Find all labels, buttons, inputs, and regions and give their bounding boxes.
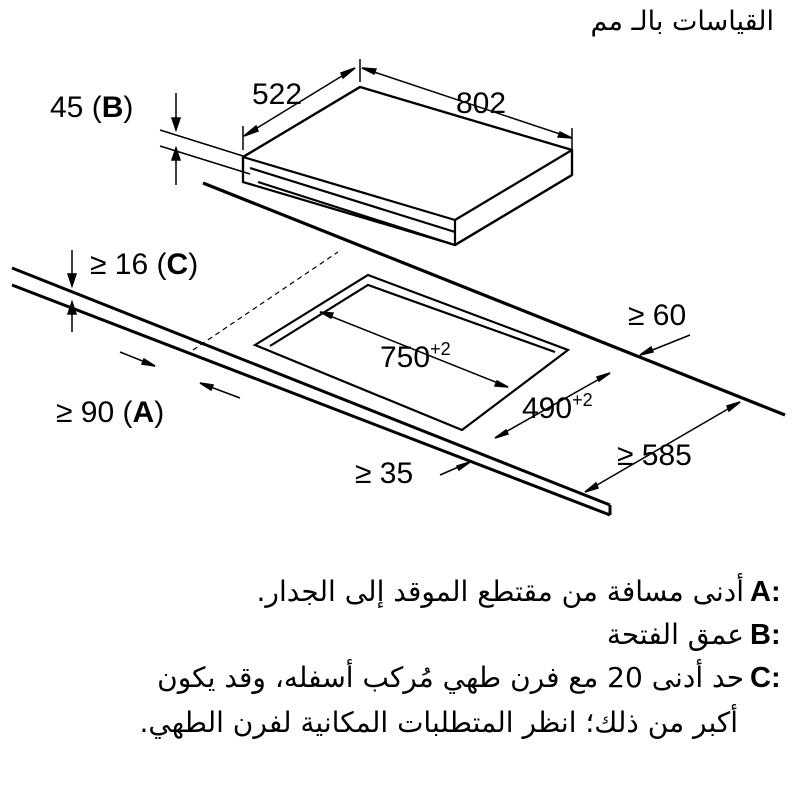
min-wall-label: ≥ 90 (A)	[56, 396, 165, 429]
legend-item-b	[40, 618, 781, 651]
legend-text-b: عمق الفتحة	[606, 618, 744, 651]
legend	[40, 575, 781, 739]
legend-text-c-continuation: أكبر من ذلك؛ انظر المتطلبات المكانية لفرن الطهي.	[139, 706, 738, 739]
page-title: القياسات بالـ مم	[590, 6, 774, 37]
legend-item-c	[40, 661, 781, 694]
hob-depth-label: 522	[252, 78, 303, 111]
cutout-depth-label: $490^{+2}$	[522, 390, 593, 425]
thickness-label: 45 (B)	[50, 91, 134, 124]
legend-item-a	[40, 575, 781, 608]
alignment-dashed-line	[193, 252, 338, 350]
legend-text-a: أدنى مسافة من مقتطع الموقد إلى الجدار.	[256, 575, 744, 608]
min-depth-label: ≥ 585	[617, 439, 692, 472]
min-right-label: ≥ 60	[628, 299, 687, 332]
legend-key-b: B:	[750, 619, 781, 651]
worktop-front	[12, 268, 610, 515]
cutout-width-label: $750^{+2}$	[380, 339, 451, 374]
min-worktop-label: ≥ 16 (C)	[90, 248, 199, 281]
hob-width-label: 802	[456, 87, 507, 120]
legend-key-a: A:	[750, 576, 781, 608]
legend-key-c: C:	[750, 662, 781, 694]
min-front-label: ≥ 35	[355, 457, 414, 490]
legend-text-c: حد أدنى 20 مع فرن طهي مُركب أسفله، وقد يكون	[157, 661, 744, 694]
